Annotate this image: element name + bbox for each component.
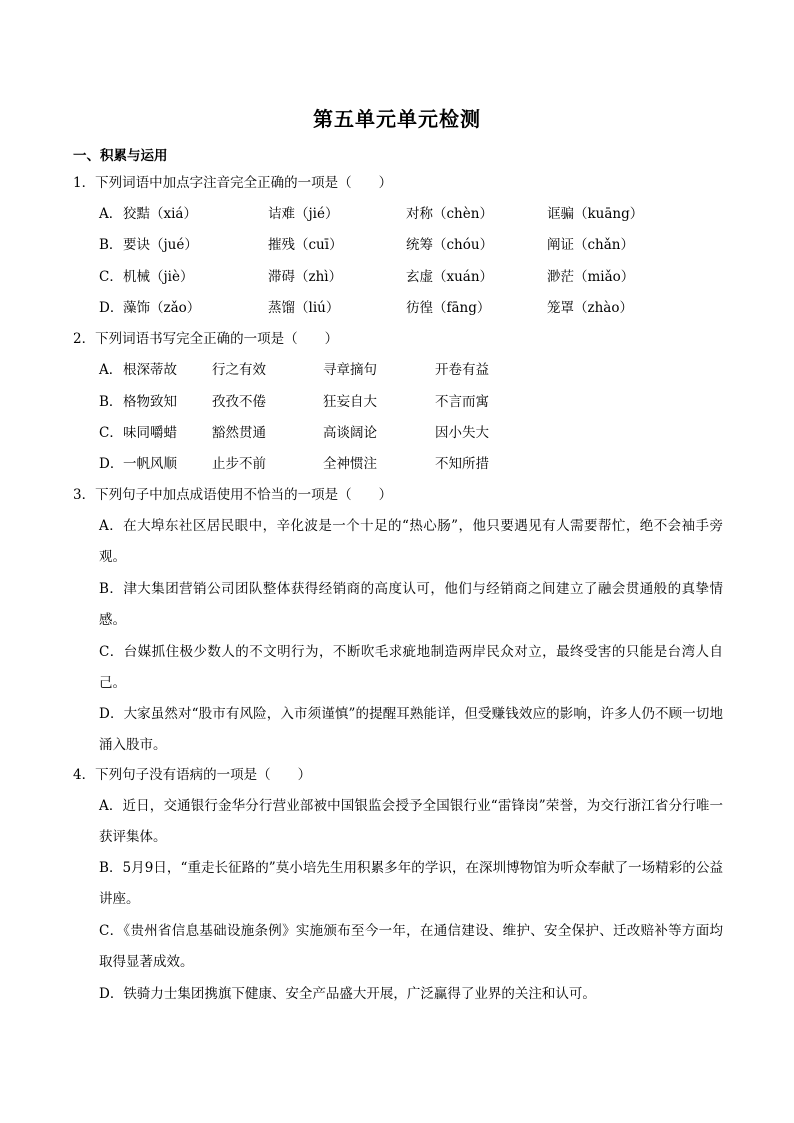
q1-option-d-item-3: 彷徨（fāng）	[406, 300, 491, 316]
q2-option-d-label: D．	[99, 456, 124, 472]
q3-option-b-text: 津大集团营销公司团队整体获得经销商的高度认可，他们与经销商之间建立了融会贯通般的真挚情感。	[99, 581, 724, 628]
q1-option-b-item-2: 摧残（cuī）	[268, 237, 343, 253]
question-4-stem: 4．下列句子没有语病的一项是（ ）	[73, 767, 312, 783]
q1-option-d-item-4: 笼罩（zhào）	[547, 300, 633, 316]
q1-option-c-item-3: 玄虚（xuán）	[406, 269, 494, 285]
q4-option-b-text: 5月9日，“重走长征路的”莫小培先生用积累多年的学识，在深圳博物馆为听众奉献了一场精彩的公益讲座。	[99, 860, 723, 907]
q2-option-a-item-1: 根深蒂故	[123, 362, 177, 378]
q3-option-a-label: A．	[99, 518, 124, 534]
q4-option-d-text: 铁骑力士集团携旗下健康、安全产品盛大开展，广泛赢得了业界的关注和认可。	[123, 986, 596, 1002]
q3-option-c-label: C．	[99, 644, 124, 660]
q2-option-c-item-4: 因小失大	[435, 425, 489, 441]
q4-option-b-label: B．	[99, 860, 123, 876]
q1-option-c-item-1: 机械（jiè）	[123, 269, 194, 285]
q3-option-b	[99, 574, 723, 636]
q2-option-c-item-2: 豁然贯通	[212, 425, 266, 441]
q4-option-c	[99, 916, 723, 978]
q4-option-b	[99, 853, 723, 915]
q2-option-d-item-1: 一帆风顺	[123, 456, 177, 472]
q2-option-b-item-3: 狂妄自大	[323, 394, 377, 410]
q3-option-a	[99, 511, 723, 573]
q4-option-a-label: A．	[99, 798, 123, 814]
q2-option-c-item-1: 味同嚼蜡	[123, 425, 177, 441]
q2-option-b-label: B．	[99, 394, 123, 410]
section-heading: 一、积累与运用	[73, 148, 168, 164]
q2-option-a-item-2: 行之有效	[212, 362, 266, 378]
q1-option-a-item-1: 狡黠（xiá）	[123, 206, 197, 222]
q2-option-a-item-3: 寻章摘句	[323, 362, 377, 378]
q1-option-c-label: C．	[99, 269, 123, 285]
q1-option-d-item-2: 蒸馏（liú）	[268, 300, 340, 316]
q2-option-d-item-3: 全神惯注	[323, 456, 377, 472]
q3-option-b-label: B．	[99, 581, 124, 597]
q3-option-d-text: 大家虽然对“股市有风险，入市须谨慎”的提醒耳熟能详，但受赚钱效应的影响，许多人仍不顾一切地涌入股市。	[99, 706, 723, 753]
q1-option-a-item-3: 对称（chèn）	[406, 206, 493, 222]
q4-option-a	[99, 791, 723, 853]
q2-option-c-item-3: 高谈阔论	[323, 425, 377, 441]
q4-option-d	[99, 979, 723, 1010]
q2-option-b-item-4: 不言而寓	[435, 394, 489, 410]
page-title: 第五单元单元检测	[313, 107, 481, 131]
q4-option-d-label: D．	[99, 986, 124, 1002]
q2-option-a-label: A．	[99, 362, 123, 378]
q1-option-d-label: D．	[99, 300, 124, 316]
q4-option-c-text: 《贵州省信息基础设施条例》实施颁布至今一年，在通信建设、维护、安全保护、迁改赔补等方面均取得显著成效。	[99, 923, 723, 970]
q1-option-d-item-1: 藻饰（zǎo）	[123, 300, 201, 316]
q2-option-b-item-1: 格物致知	[123, 394, 177, 410]
q4-option-c-label: C．	[99, 923, 124, 939]
q2-option-c-label: C．	[99, 425, 123, 441]
q3-option-d-label: D．	[99, 706, 124, 722]
q3-option-a-text: 在大埠东社区居民眼中，辛化波是一个十足的“热心肠”，他只要遇见有人需要帮忙，绝不会袖手旁观。	[99, 518, 723, 565]
q1-option-a-item-2: 诘难（jié）	[268, 206, 339, 222]
question-2-stem: 2．下列词语书写完全正确的一项是（ ）	[73, 331, 339, 347]
q2-option-a-item-4: 开卷有益	[435, 362, 489, 378]
q2-option-d-item-4: 不知所措	[435, 456, 489, 472]
q1-option-b-label: B．	[99, 237, 123, 253]
q3-option-c-text: 台媒抓住极少数人的不文明行为，不断吹毛求疵地制造两岸民众对立，最终受害的只能是台湾人自己。	[99, 644, 723, 691]
question-1-stem: 1．下列词语中加点字注音完全正确的一项是（ ）	[73, 175, 393, 191]
q3-option-c	[99, 637, 723, 699]
q1-option-c-item-4: 渺茫（miǎo）	[547, 269, 635, 285]
q1-option-b-item-4: 阐证（chǎn）	[547, 237, 634, 253]
q1-option-b-item-3: 统筹（chóu）	[406, 237, 494, 253]
q1-option-b-item-1: 要诀（jué）	[123, 237, 198, 253]
q2-option-d-item-2: 止步不前	[212, 456, 266, 472]
question-3-stem: 3．下列句子中加点成语使用不恰当的一项是（ ）	[73, 487, 393, 503]
q1-option-a-item-4: 诓骗（kuāng）	[547, 206, 644, 222]
q1-option-c-item-2: 滞碍（zhì）	[268, 269, 343, 285]
q2-option-b-item-2: 孜孜不倦	[212, 394, 266, 410]
q4-option-a-text: 近日，交通银行金华分行营业部被中国银监会授予全国银行业“雷锋岗”荣誉，为交行浙江省分行唯一获评集体。	[99, 798, 723, 845]
q3-option-d	[99, 699, 723, 761]
q1-option-a-label: A．	[99, 206, 123, 222]
